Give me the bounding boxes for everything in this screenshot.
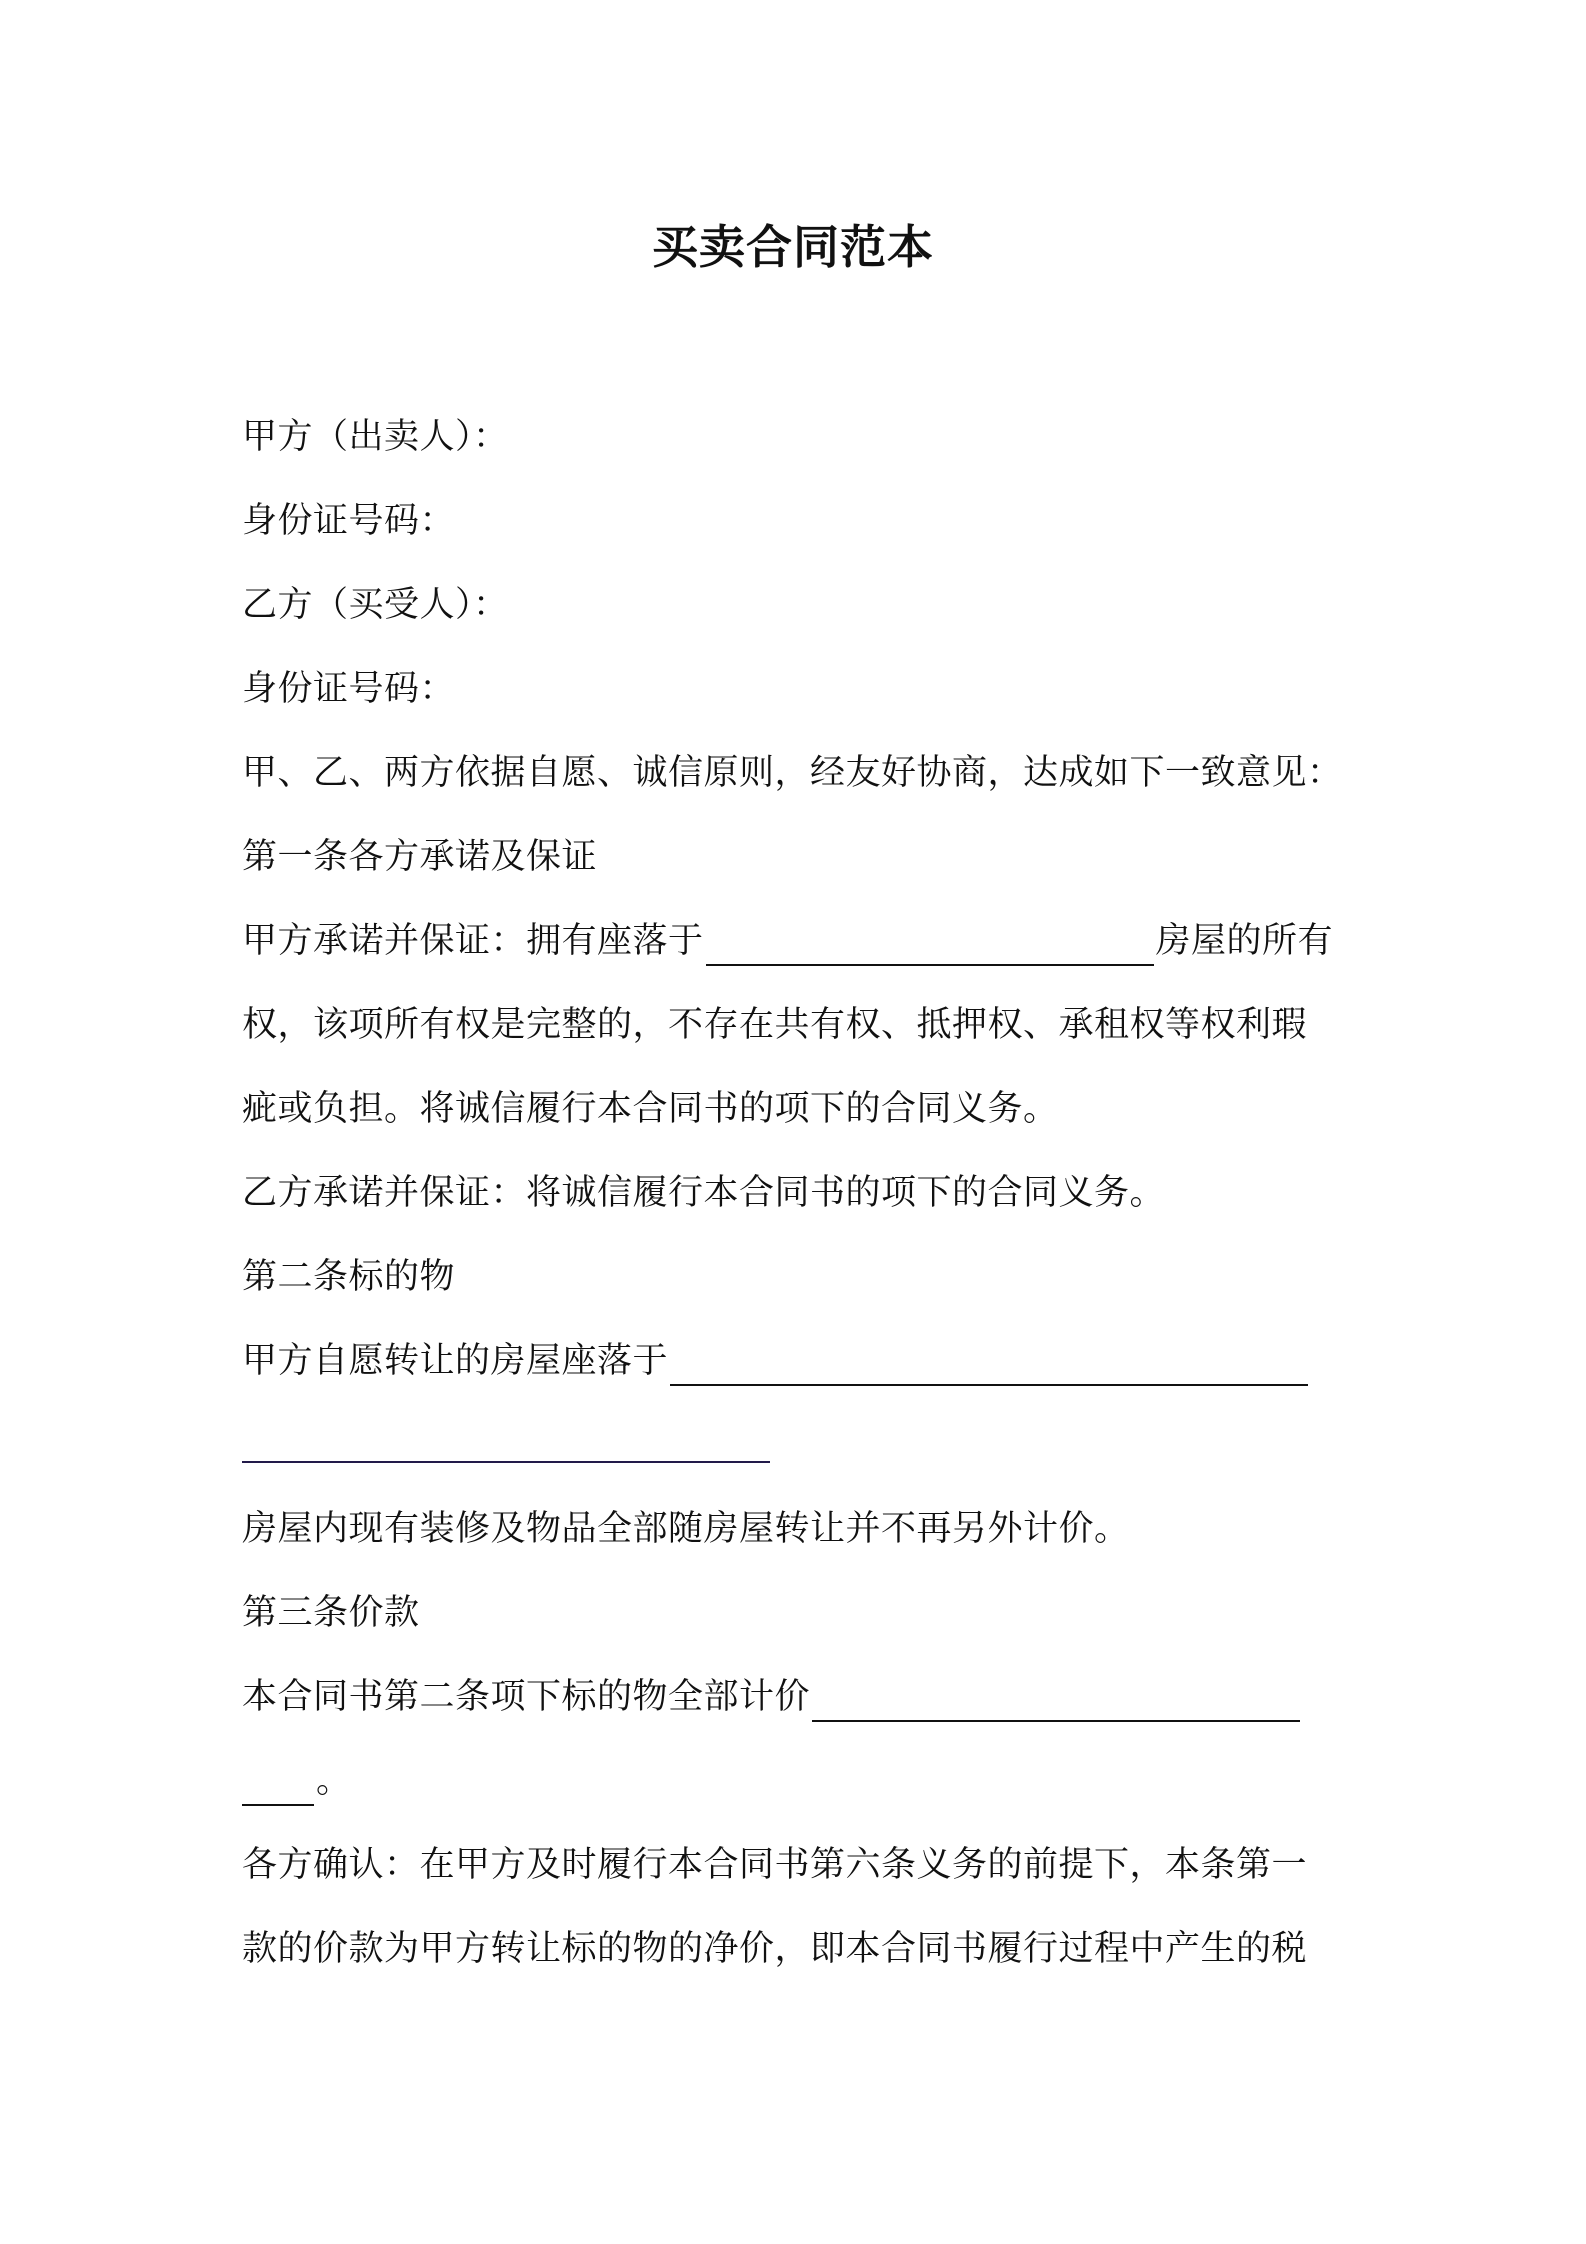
- article1-party-a-prefix: 甲方承诺并保证：拥有座落于: [242, 921, 704, 961]
- article3-period: 。: [316, 1761, 352, 1801]
- transfer-location-blank[interactable]: [670, 1342, 1308, 1386]
- article1-party-a-suffix: 房屋的所有: [1155, 921, 1334, 961]
- article1-party-a-line1: [242, 916, 1362, 966]
- article1-party-b: 乙方承诺并保证：将诚信履行本合同书的项下的合同义务。: [242, 1173, 1166, 1213]
- party-b-id-label: 身份证号码：: [242, 669, 456, 709]
- property-location-blank[interactable]: [706, 922, 1154, 966]
- transfer-location-blank-continuation[interactable]: [242, 1461, 770, 1463]
- article3-heading: 第三条价款: [242, 1593, 420, 1633]
- confirm-line2: 款的价款为甲方转让标的物的净价，即本合同书履行过程中产生的税: [242, 1929, 1308, 1969]
- document-title: 买卖合同范本: [652, 220, 934, 274]
- article2-prefix: 甲方自愿转让的房屋座落于: [242, 1341, 669, 1381]
- article3-price-line: [242, 1672, 1362, 1722]
- party-a-label: 甲方（出卖人）：: [242, 417, 509, 457]
- article3-prefix: 本合同书第二条项下标的物全部计价: [242, 1677, 811, 1717]
- article1-party-a-line3: 疵或负担。将诚信履行本合同书的项下的合同义务。: [242, 1089, 1059, 1129]
- party-a-id-label: 身份证号码：: [242, 501, 456, 541]
- article2-heading: 第二条标的物: [242, 1257, 456, 1297]
- article3-price-line-end: [242, 1756, 1362, 1806]
- party-b-label: 乙方（买受人）：: [242, 585, 509, 625]
- price-blank-continuation[interactable]: [242, 1762, 314, 1806]
- article2-fixtures: 房屋内现有装修及物品全部随房屋转让并不再另外计价。: [242, 1509, 1130, 1549]
- price-blank[interactable]: [812, 1678, 1300, 1722]
- article2-location-line: [242, 1336, 1362, 1386]
- intro-paragraph: 甲、乙、两方依据自愿、诚信原则，经友好协商，达成如下一致意见：: [242, 753, 1343, 793]
- article1-party-a-line2: 权，该项所有权是完整的，不存在共有权、抵押权、承租权等权利瑕: [242, 1005, 1308, 1045]
- article1-heading: 第一条各方承诺及保证: [242, 837, 598, 877]
- confirm-line1: 各方确认：在甲方及时履行本合同书第六条义务的前提下，本条第一: [242, 1845, 1308, 1885]
